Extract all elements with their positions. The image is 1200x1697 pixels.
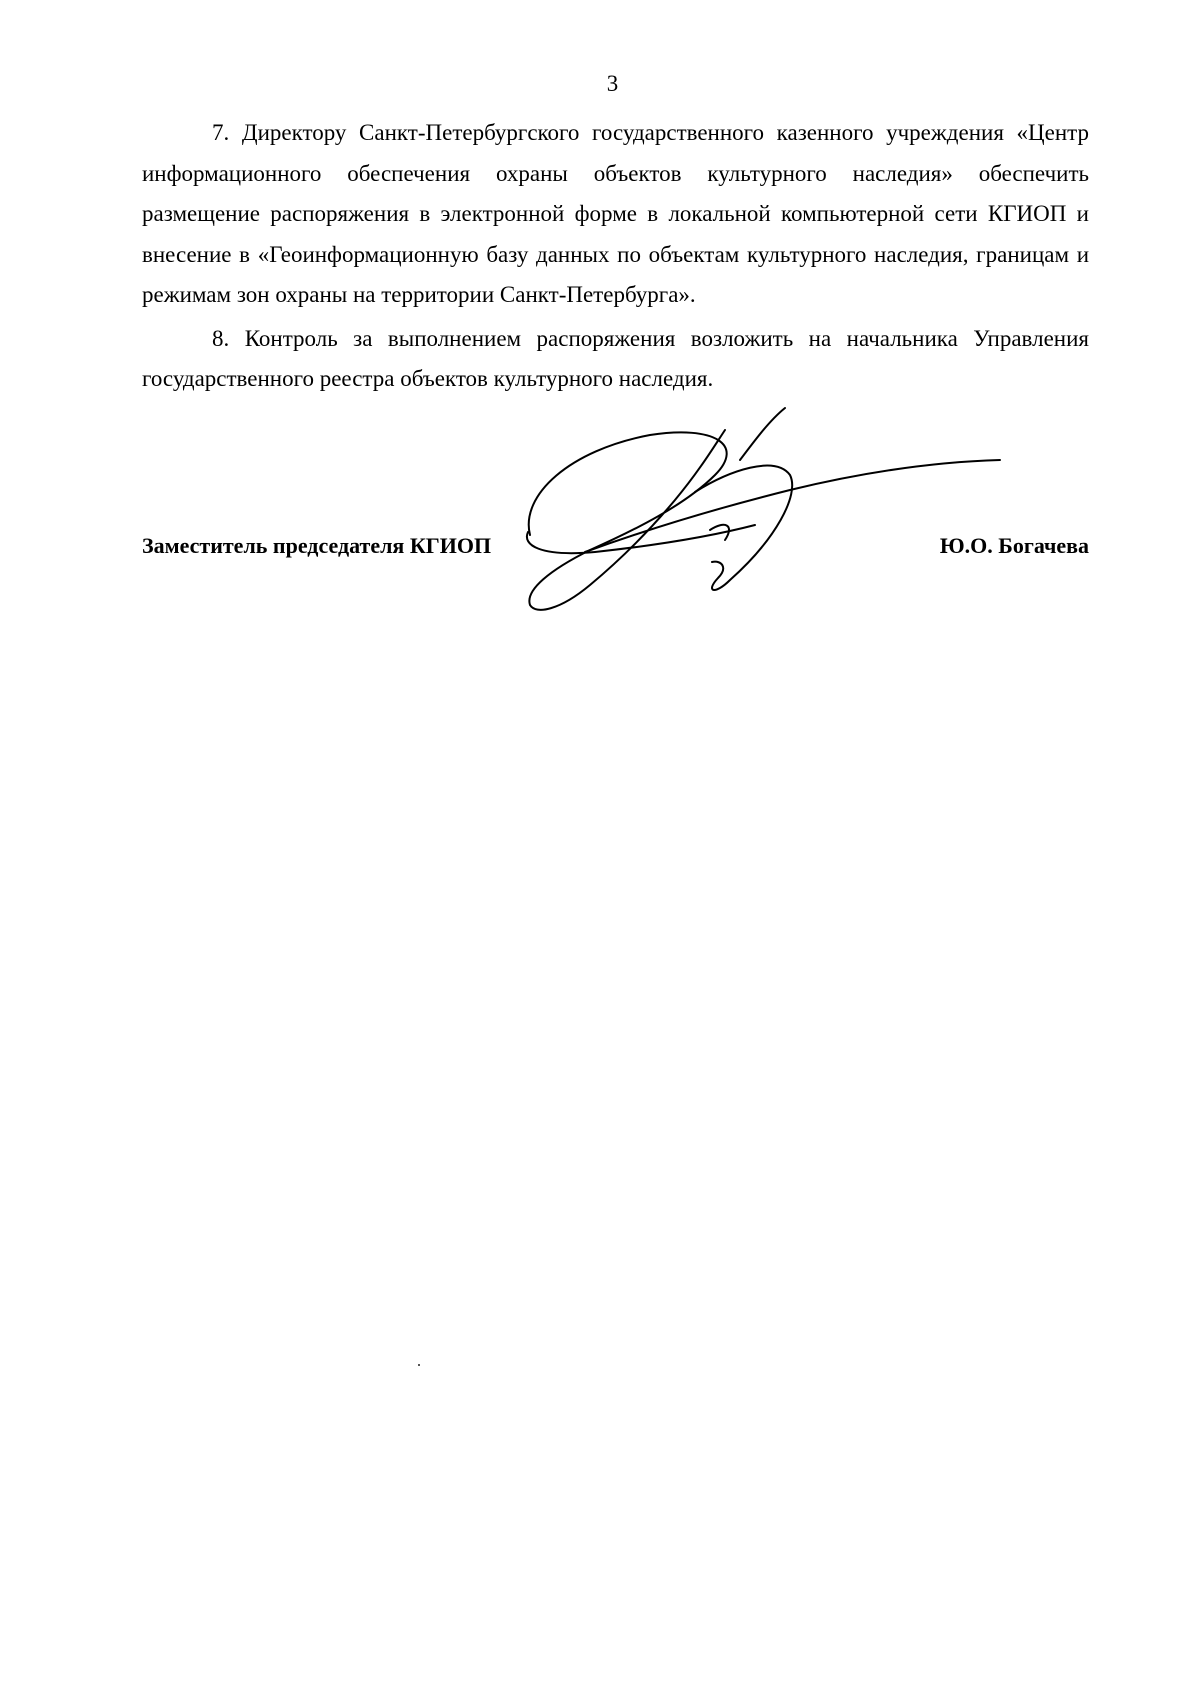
document-body <box>142 113 1089 400</box>
signer-title: Заместитель председателя КГИОП <box>142 533 492 558</box>
paragraph-7: 7. Директору Санкт-Петербургского государственного казенного учреждения «Центр информационного обеспечения охраны объектов культурного наследия» обеспечить размещение распоряжения в электронной форме в локальной компьютерной сети КГИОП и внесение в «Геоинформационную базу данных по объектам культурного наследия, границам и режимам зон охраны на территории Санкт-Петербурга». <box>142 120 1089 307</box>
handwritten-signature <box>500 400 1020 620</box>
paragraph-8: 8. Контроль за выполнением распоряжения возложить на начальника Управления государственного реестра объектов культурного наследия. <box>142 325 1089 391</box>
page-number: 3 <box>606 71 619 96</box>
signer-name: Ю.О. Богачева <box>939 533 1089 558</box>
scan-speck <box>418 1364 420 1366</box>
